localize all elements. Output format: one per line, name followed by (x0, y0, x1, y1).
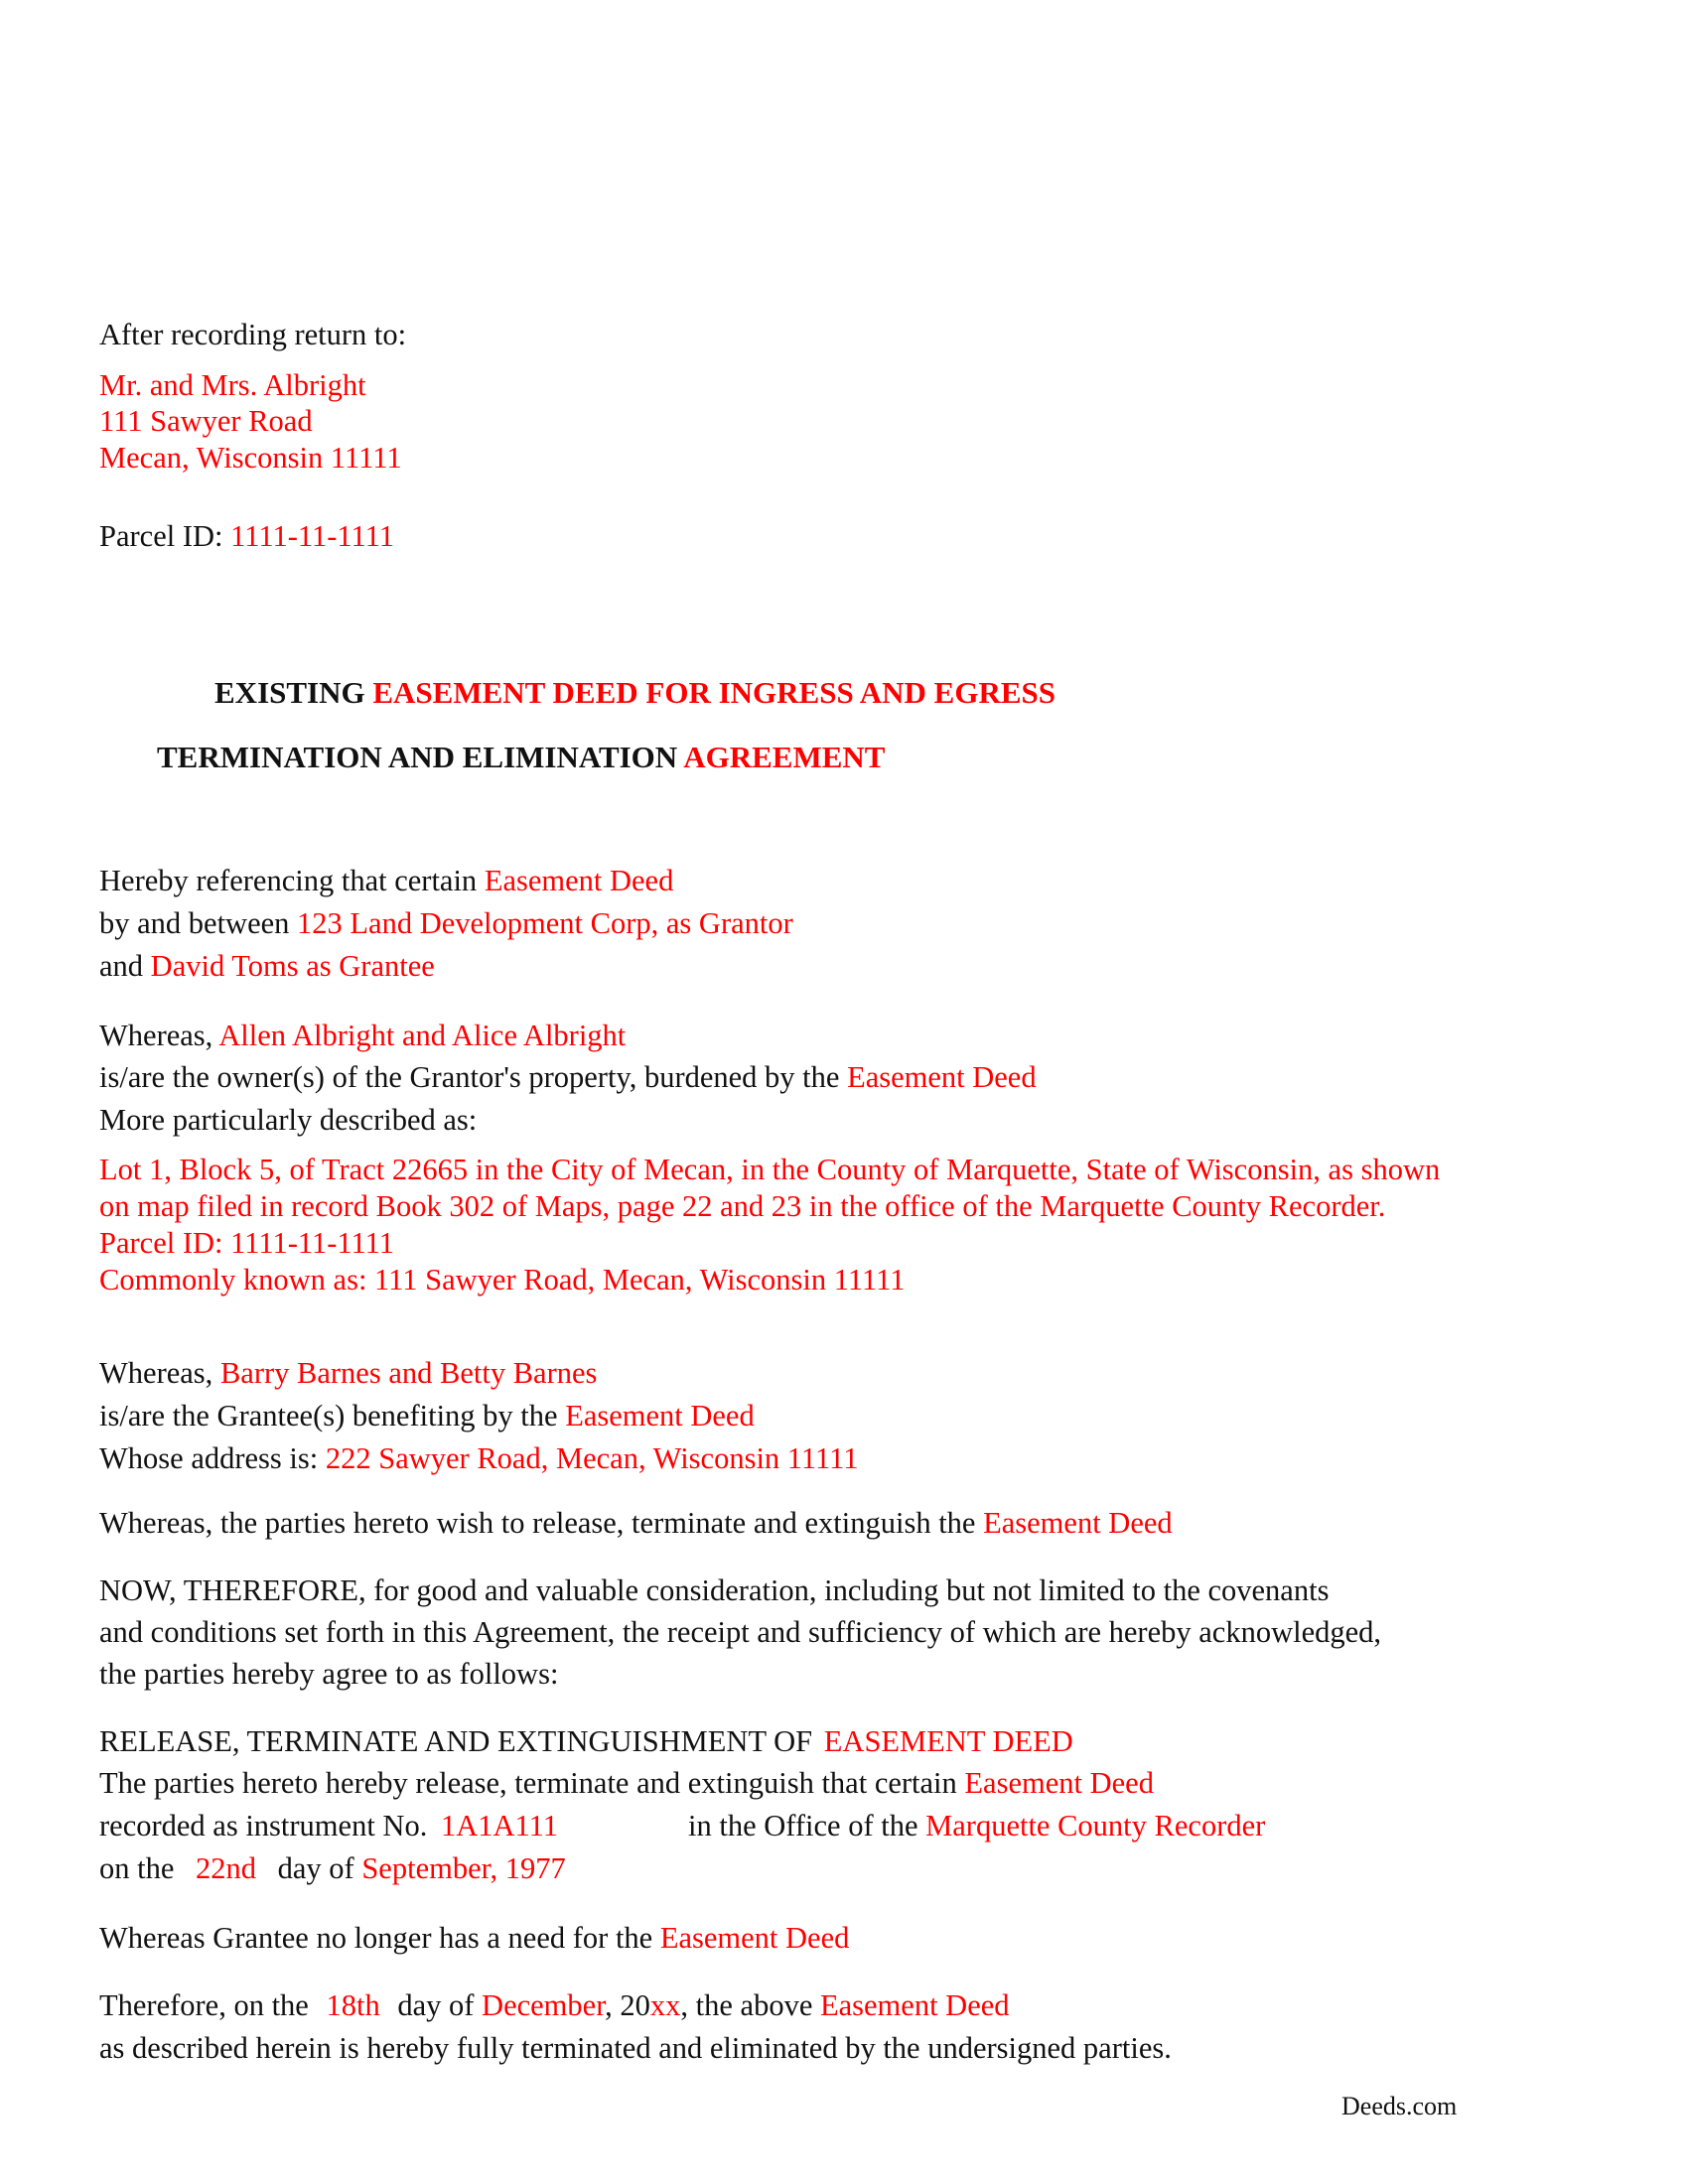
wish-deed-field[interactable]: Easement Deed (983, 1506, 1173, 1540)
release-line-4 (99, 1850, 566, 1886)
now-therefore-line-2: and conditions set forth in this Agreement, the receipt and sufficiency of which are hereby acknowledged, (99, 1615, 1382, 1649)
return-name-field[interactable]: Mr. and Mrs. Albright (99, 368, 366, 402)
title-line-2 (157, 740, 885, 775)
return-heading: After recording return to: (99, 318, 407, 351)
by-and-between-text: by and between (99, 906, 290, 940)
parcel-id-field[interactable]: 1111-11-1111 (230, 519, 395, 553)
release-text: The parties hereto hereby release, terminate and extinguish that certain (99, 1766, 957, 1800)
now-therefore-line-3: the parties hereby agree to as follows: (99, 1657, 559, 1691)
reference-text: Hereby referencing that certain (99, 864, 478, 897)
no-need-line (99, 1920, 849, 1956)
release-heading: RELEASE, TERMINATE AND EXTINGUISHMENT OF (99, 1724, 813, 1758)
termination-year-field[interactable]: xx (649, 1988, 681, 2022)
owner-line-1 (99, 1018, 626, 1053)
reference-line-2 (99, 905, 793, 941)
grantee-address-field[interactable]: 222 Sawyer Road, Mecan, Wisconsin 11111 (325, 1441, 859, 1475)
on-the-text: on the (99, 1851, 175, 1885)
reference-deed-field[interactable]: Easement Deed (484, 864, 674, 897)
the-above-text: , the above (680, 1988, 813, 2022)
legal-description-line-2[interactable]: on map filed in record Book 302 of Maps, page 22 and 23 in the office of the Marquette County Recorder. (99, 1189, 1386, 1223)
return-city-field[interactable]: Mecan, Wisconsin 11111 (99, 441, 402, 475)
parcel-id-label: Parcel ID: (99, 519, 223, 553)
title-deed-type-field[interactable]: EASEMENT DEED FOR INGRESS AND EGRESS (372, 675, 1055, 710)
year-prefix-text: , 20 (605, 1988, 650, 2022)
termination-deed-field[interactable]: Easement Deed (819, 1988, 1010, 2022)
title-prefix-termination: TERMINATION AND ELIMINATION (157, 740, 678, 774)
recorder-field[interactable]: Marquette County Recorder (925, 1809, 1266, 1843)
wish-line (99, 1505, 1173, 1541)
termination-day-field[interactable]: 18th (326, 1988, 380, 2022)
legal-description-line-1[interactable]: Lot 1, Block 5, of Tract 22665 in the City of Mecan, in the County of Marquette, State of Wisconsin, as shown (99, 1153, 1441, 1186)
release-heading-field[interactable]: EASEMENT DEED (823, 1724, 1073, 1758)
legal-description-line-4[interactable]: Commonly known as: 111 Sawyer Road, Mecan, Wisconsin 11111 (99, 1263, 906, 1297)
reference-line-1 (99, 863, 673, 898)
recorded-date-field[interactable]: September, 1977 (361, 1851, 566, 1885)
grantee-deed-field[interactable]: Easement Deed (565, 1399, 755, 1433)
instrument-label: recorded as instrument No. (99, 1809, 428, 1843)
release-line-2 (99, 1765, 1154, 1801)
recorded-day-field[interactable]: 22nd (196, 1851, 257, 1885)
grantor-field[interactable]: 123 Land Development Corp, as Grantor (297, 906, 793, 940)
return-street-field[interactable]: 111 Sawyer Road (99, 404, 313, 438)
release-heading-line (99, 1723, 1073, 1759)
reference-line-3 (99, 948, 435, 984)
now-therefore-line-1: NOW, THEREFORE, for good and valuable consideration, including but not limited to the covenants (99, 1573, 1330, 1607)
title-line-1 (214, 675, 1055, 711)
whereas-text: Whereas, (99, 1356, 213, 1390)
grantee-names-field[interactable]: Barry Barnes and Betty Barnes (219, 1356, 598, 1390)
and-text: and (99, 949, 144, 983)
no-need-deed-field[interactable]: Easement Deed (659, 1921, 850, 1955)
recorder-line (688, 1808, 1265, 1843)
legal-description-line-3[interactable]: Parcel ID: 1111-11-1111 (99, 1226, 395, 1260)
footer-brand: Deeds.com (1341, 2092, 1458, 2120)
address-label: Whose address is: (99, 1441, 319, 1475)
whereas-text: Whereas, (99, 1019, 213, 1052)
grantee-line-3 (99, 1440, 859, 1476)
owner-burden-text: is/are the owner(s) of the Grantor's property, burdened by the (99, 1060, 840, 1094)
grantee-benefit-text: is/are the Grantee(s) benefiting by the (99, 1399, 558, 1433)
described-as-label: More particularly described as: (99, 1103, 478, 1137)
no-need-text: Whereas Grantee no longer has a need for the (99, 1921, 653, 1955)
grantee-line-1 (99, 1355, 597, 1391)
grantee-line-2 (99, 1398, 755, 1433)
title-agreement-field[interactable]: AGREEMENT (683, 740, 886, 774)
termination-line-1 (99, 1987, 1010, 2023)
day-of-text: day of (277, 1851, 354, 1885)
owner-line-2 (99, 1059, 1037, 1095)
owner-deed-field[interactable]: Easement Deed (847, 1060, 1037, 1094)
title-prefix-existing: EXISTING (214, 675, 365, 710)
office-of-text: in the Office of the (688, 1809, 918, 1843)
parcel-id-line (99, 518, 394, 554)
instrument-number-field[interactable]: 1A1A111 (440, 1809, 558, 1843)
termination-month-field[interactable]: December (482, 1988, 606, 2022)
therefore-text: Therefore, on the (99, 1988, 309, 2022)
release-line-3 (99, 1808, 558, 1843)
grantee-original-field[interactable]: David Toms as Grantee (150, 949, 435, 983)
day-of-text: day of (397, 1988, 475, 2022)
release-deed-field[interactable]: Easement Deed (964, 1766, 1154, 1800)
owner-names-field[interactable]: Allen Albright and Alice Albright (218, 1019, 627, 1052)
wish-text: Whereas, the parties hereto wish to release, terminate and extinguish the (99, 1506, 976, 1540)
termination-line-2: as described herein is hereby fully terminated and eliminated by the undersigned parties. (99, 2031, 1172, 2065)
